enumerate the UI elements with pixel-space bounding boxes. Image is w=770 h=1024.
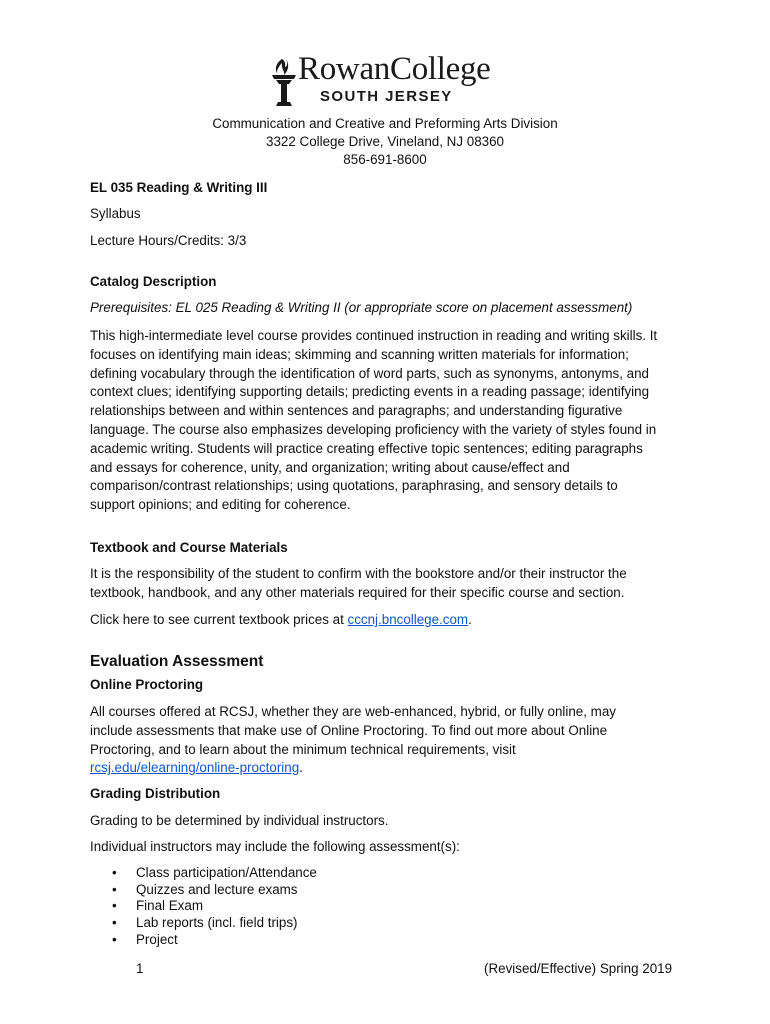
prerequisites: Prerequisites: EL 025 Reading & Writing II (or appropriate score on placement assessment)	[90, 300, 633, 315]
proctoring-link-line	[90, 759, 690, 778]
list-item-label: Project	[136, 931, 178, 947]
catalog-line: focuses on identifying main ideas; skimming and scanning written materials for information;	[90, 346, 629, 362]
division-name: Communication and Creative and Preforming Arts Division	[212, 116, 558, 131]
phone-number: 856-691-8600	[343, 152, 427, 167]
page-number: 1	[136, 961, 144, 976]
proctoring-line: Proctoring, and to learn about the minimum technical requirements, visit	[90, 741, 516, 757]
textbook-prices-suffix: .	[468, 612, 472, 627]
revision-date: (Revised/Effective) Spring 2019	[484, 961, 673, 976]
catalog-line: defining vocabulary through the identification of word parts, such as synonyms, antonyms, and	[90, 365, 650, 381]
list-item-label: Class participation/Attendance	[136, 865, 317, 880]
textbook-prices-line	[90, 611, 472, 630]
college-logo	[268, 53, 500, 109]
bullet: •	[112, 915, 117, 931]
list-item	[112, 932, 317, 949]
course-title: EL 035 Reading & Writing III	[90, 180, 268, 195]
textbook-line: It is the responsibility of the student to confirm with the bookstore and/or their instructor the	[90, 566, 627, 581]
proctoring-heading: Online Proctoring	[90, 677, 204, 692]
lecture-hours: Lecture Hours/Credits: 3/3	[90, 233, 247, 248]
proctoring-link-suffix: .	[299, 760, 303, 776]
catalog-line: support opinions; and editing for coherence.	[90, 497, 351, 513]
bullet: •	[112, 865, 117, 880]
proctoring-line: All courses offered at RCSJ, whether they are web-enhanced, hybrid, or fully online, may	[90, 704, 616, 719]
logo-subtitle: SOUTH JERSEY	[320, 88, 453, 105]
catalog-description	[90, 327, 690, 515]
grading-heading: Grading Distribution	[90, 786, 221, 801]
textbook-prices-prefix: Click here to see current textbook prices at	[90, 612, 348, 627]
assessment-list	[112, 865, 317, 949]
catalog-line: language. The course also emphasizes developing proficiency with the variety of styles found in	[90, 421, 657, 437]
proctoring-text	[90, 703, 690, 778]
bullet: •	[112, 931, 117, 947]
bullet: •	[112, 898, 117, 914]
bullet: •	[112, 881, 117, 897]
list-item-label: Lab reports (incl. field trips)	[136, 915, 298, 931]
logo-name: RowanCollege	[298, 51, 491, 87]
textbook-heading: Textbook and Course Materials	[90, 540, 288, 555]
catalog-line: academic writing. Students will practice creating effective topic sentences; editing paragraphs	[90, 440, 643, 456]
catalog-line: context clues; identifying supporting details; predicting events in a reading passage; identifying	[90, 384, 650, 400]
list-item	[112, 915, 317, 932]
proctoring-line: include assessments that make use of Online Proctoring. To find out more about Online	[90, 722, 608, 738]
list-item-label: Quizzes and lecture exams	[136, 881, 298, 897]
list-item-label: Final Exam	[136, 898, 203, 914]
grading-text: Grading to be determined by individual instructors.	[90, 813, 389, 828]
textbook-line: textbook, handbook, and any other materials required for their specific course and section.	[90, 584, 625, 600]
catalog-line: This high-intermediate level course provides continued instruction in reading and writing skills. It	[90, 328, 658, 343]
textbook-text	[90, 565, 690, 603]
document-type: Syllabus	[90, 206, 141, 221]
catalog-line: relationships between and within sentences and paragraphs; and understanding figurative	[90, 403, 623, 419]
proctoring-link[interactable]: rcsj.edu/elearning/online-proctoring	[90, 760, 300, 776]
address: 3322 College Drive, Vineland, NJ 08360	[266, 134, 504, 149]
catalog-line: and essays for coherence, unity, and organization; writing about cause/effect and	[90, 459, 570, 475]
evaluation-heading: Evaluation Assessment	[90, 653, 264, 670]
catalog-line: comparison/contrast relationships; using quotations, paraphrasing, and sensory details to	[90, 478, 618, 494]
list-item	[112, 882, 317, 899]
bookstore-link[interactable]: cccnj.bncollege.com	[347, 612, 469, 627]
assessment-intro: Individual instructors may include the following assessment(s):	[90, 839, 460, 854]
list-item	[112, 865, 317, 882]
list-item	[112, 898, 317, 915]
catalog-heading: Catalog Description	[90, 274, 217, 289]
